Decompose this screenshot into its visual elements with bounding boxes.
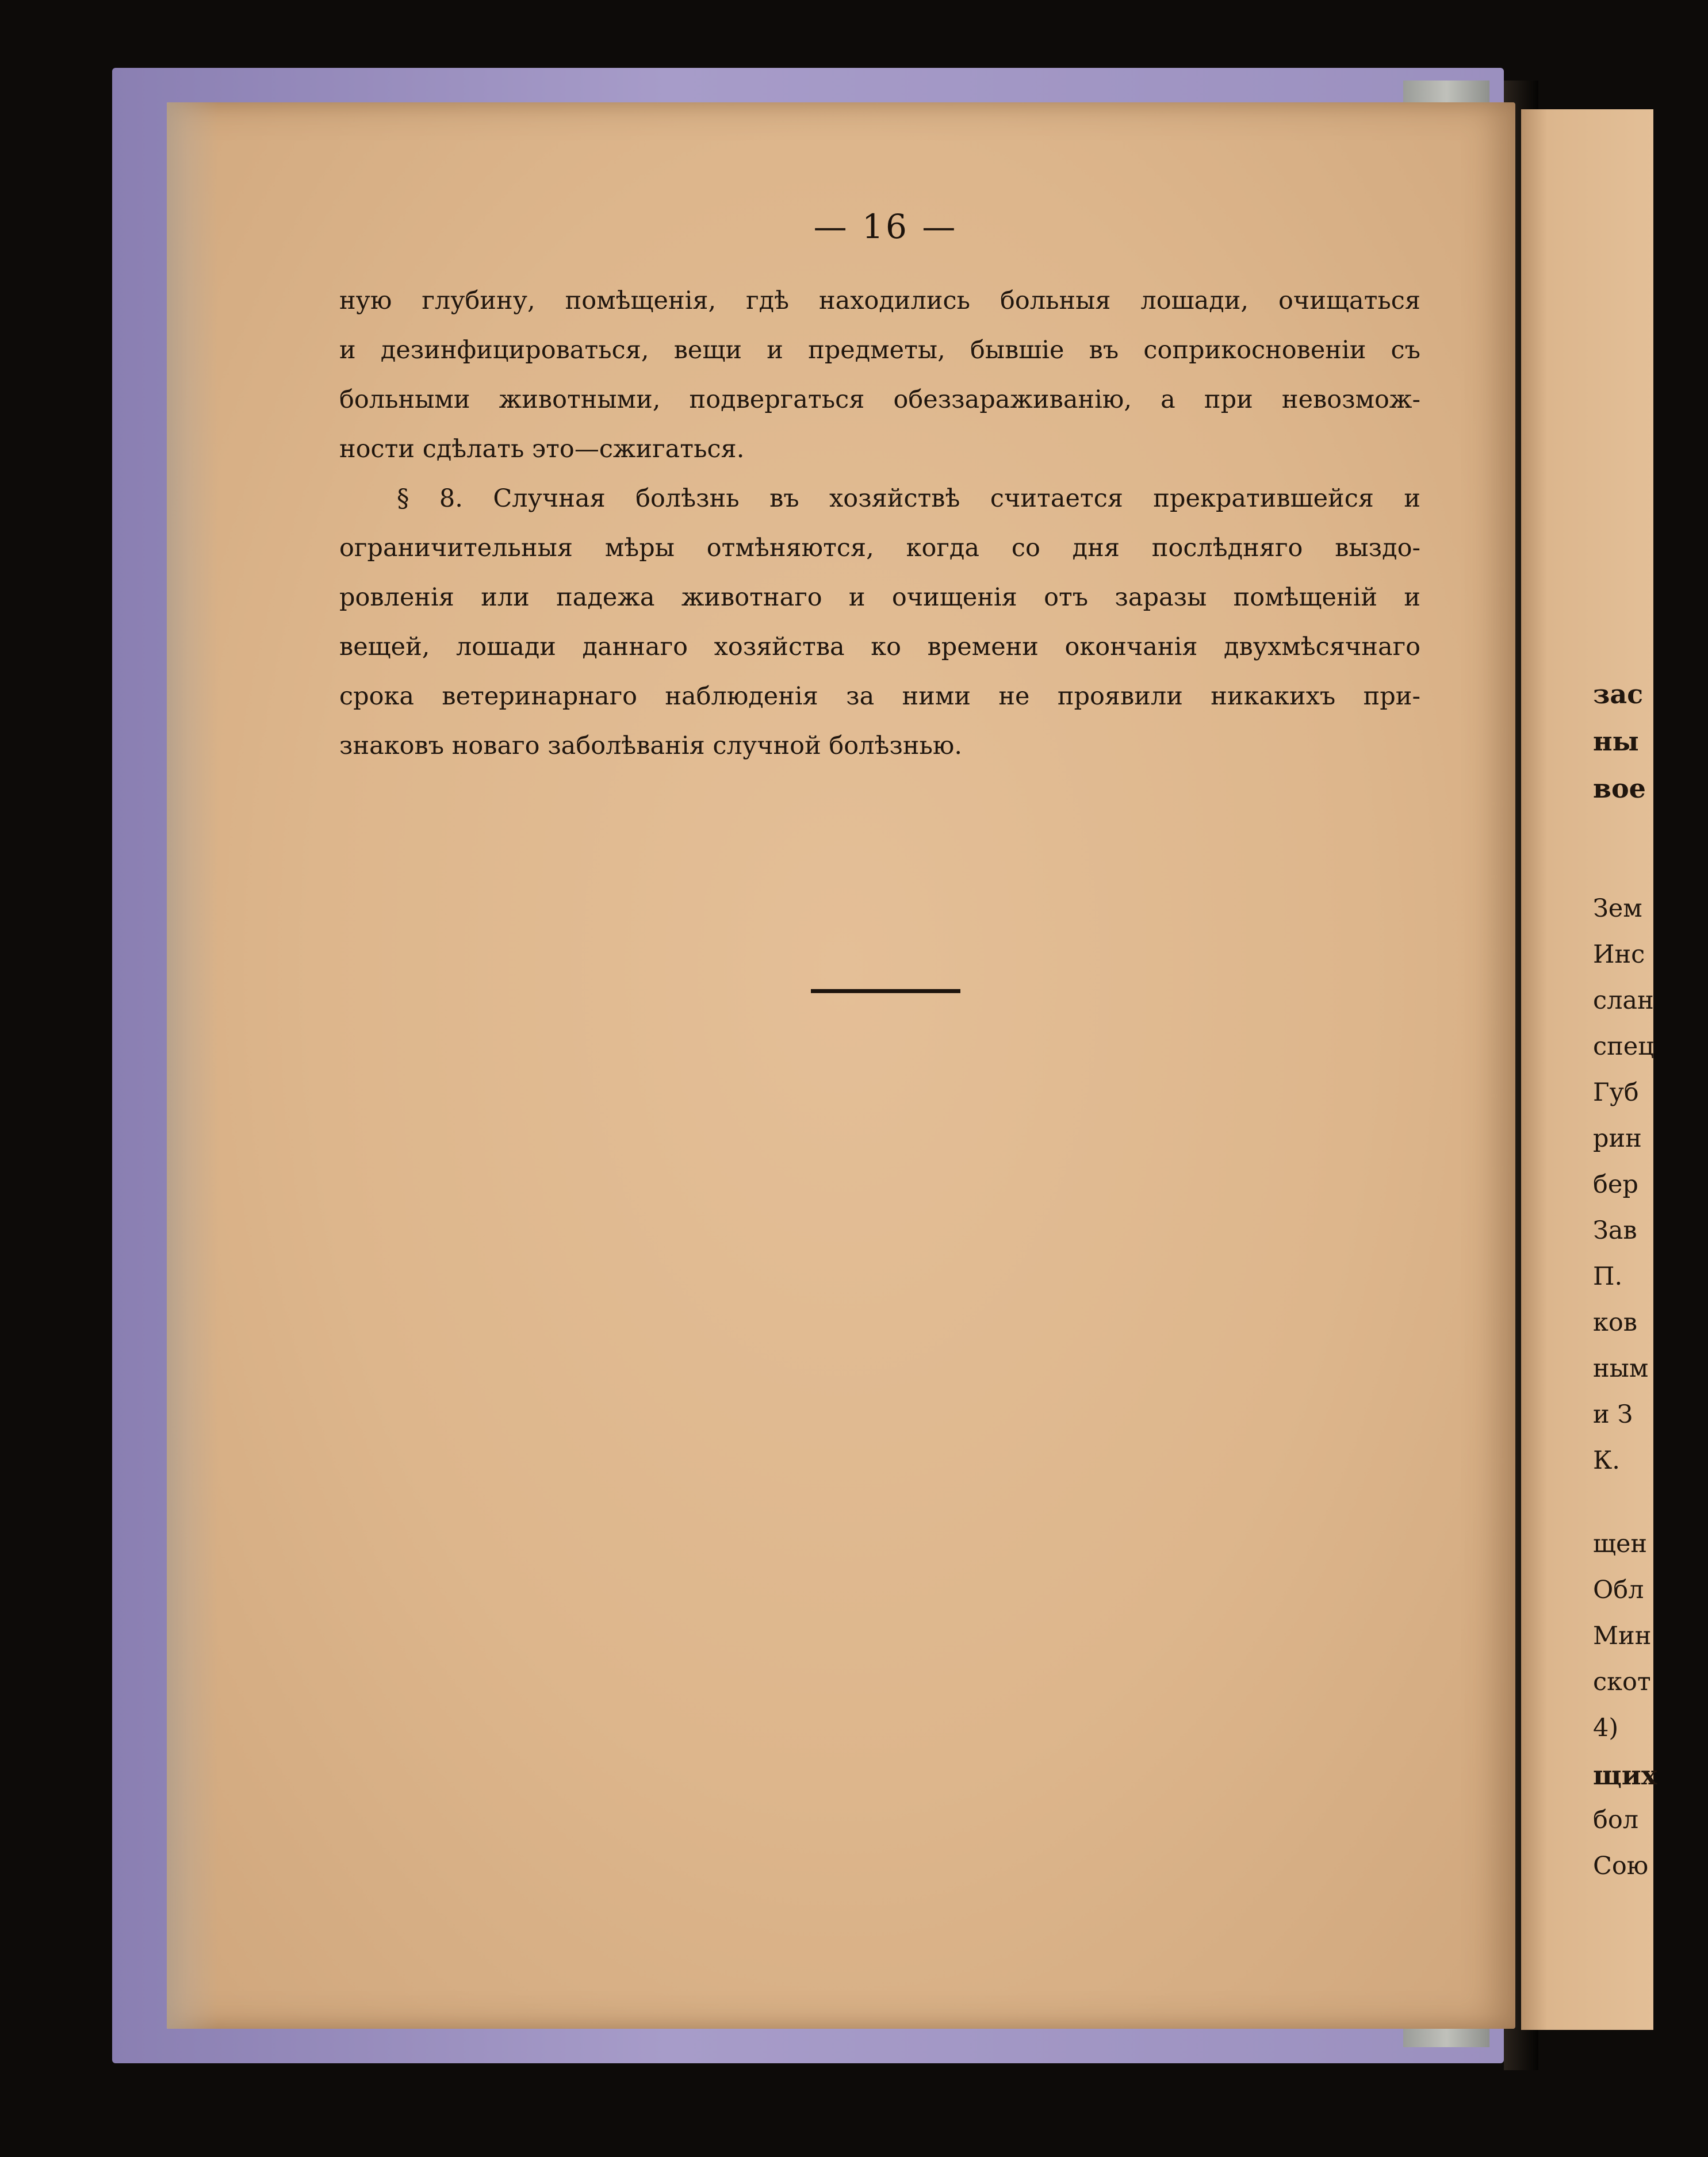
text-line: ную глубину, помѣщенія, гдѣ находились больныя лошади, очищаться <box>339 286 1420 315</box>
right-page-fragment: щен <box>1593 1530 1648 1558</box>
right-page-fragment: рин <box>1593 1124 1642 1153</box>
text-line: и дезинфицироваться, вещи и предметы, бывшіе въ соприкосновеніи съ <box>339 336 1420 365</box>
text-line: больными животными, подвергаться обеззараживанію, а при невозмож- <box>339 385 1420 414</box>
right-page-fragment: К. <box>1593 1446 1620 1475</box>
right-page-fragment: Обл <box>1593 1576 1644 1604</box>
page-number: — 16 — <box>813 207 958 246</box>
right-page-fragment: вое <box>1593 773 1646 804</box>
right-page-fragment: скот <box>1593 1668 1651 1696</box>
right-page-fragment: слан <box>1593 986 1654 1015</box>
text-line: ограничительныя мѣры отмѣняются, когда со дня послѣдняго выздо- <box>339 534 1420 562</box>
right-page-fragment: и З <box>1593 1400 1633 1429</box>
right-page-fragment: Зав <box>1593 1216 1637 1245</box>
right-page-fragment: Губ <box>1593 1078 1639 1107</box>
right-page-fragment: Сою <box>1593 1852 1649 1880</box>
right-page-fragment: 4) <box>1593 1714 1619 1742</box>
text-line: ровленія или падежа животнаго и очищенія отъ заразы помѣщеній и <box>339 583 1420 612</box>
right-page-fragment: П. <box>1593 1262 1623 1291</box>
text-line: ности сдѣлать это—сжигаться. <box>339 435 745 463</box>
right-page-fragment: ным <box>1593 1354 1649 1383</box>
right-page-fragment: бол <box>1593 1806 1639 1834</box>
right-page-fragment: щих <box>1593 1760 1657 1791</box>
paragraph-8-start: § 8. Случная болѣзнь въ хозяйствѣ считается прекратившейся и <box>397 484 1420 513</box>
right-page-fragment: ков <box>1593 1308 1637 1337</box>
text-line: срока ветеринарнаго наблюденія за ними не проявили никакихъ при- <box>339 682 1420 711</box>
text-line: вещей, лошади даннаго хозяйства ко времени окончанія двухмѣсячнаго <box>339 633 1420 661</box>
right-page-fragment: спец <box>1593 1032 1654 1061</box>
right-page-fragment: зас <box>1593 679 1644 710</box>
right-page-fragment: Инс <box>1593 940 1645 969</box>
section-end-rule <box>811 989 960 993</box>
page-body-text <box>339 276 1420 771</box>
right-page-fragment: ны <box>1593 726 1639 757</box>
right-page-fragment: бер <box>1593 1170 1638 1199</box>
right-page-fragment: Мин <box>1593 1622 1652 1650</box>
right-page-fragment: Зем <box>1593 894 1642 923</box>
text-line: знаковъ новаго заболѣванія случной болѣзнью. <box>339 731 963 760</box>
